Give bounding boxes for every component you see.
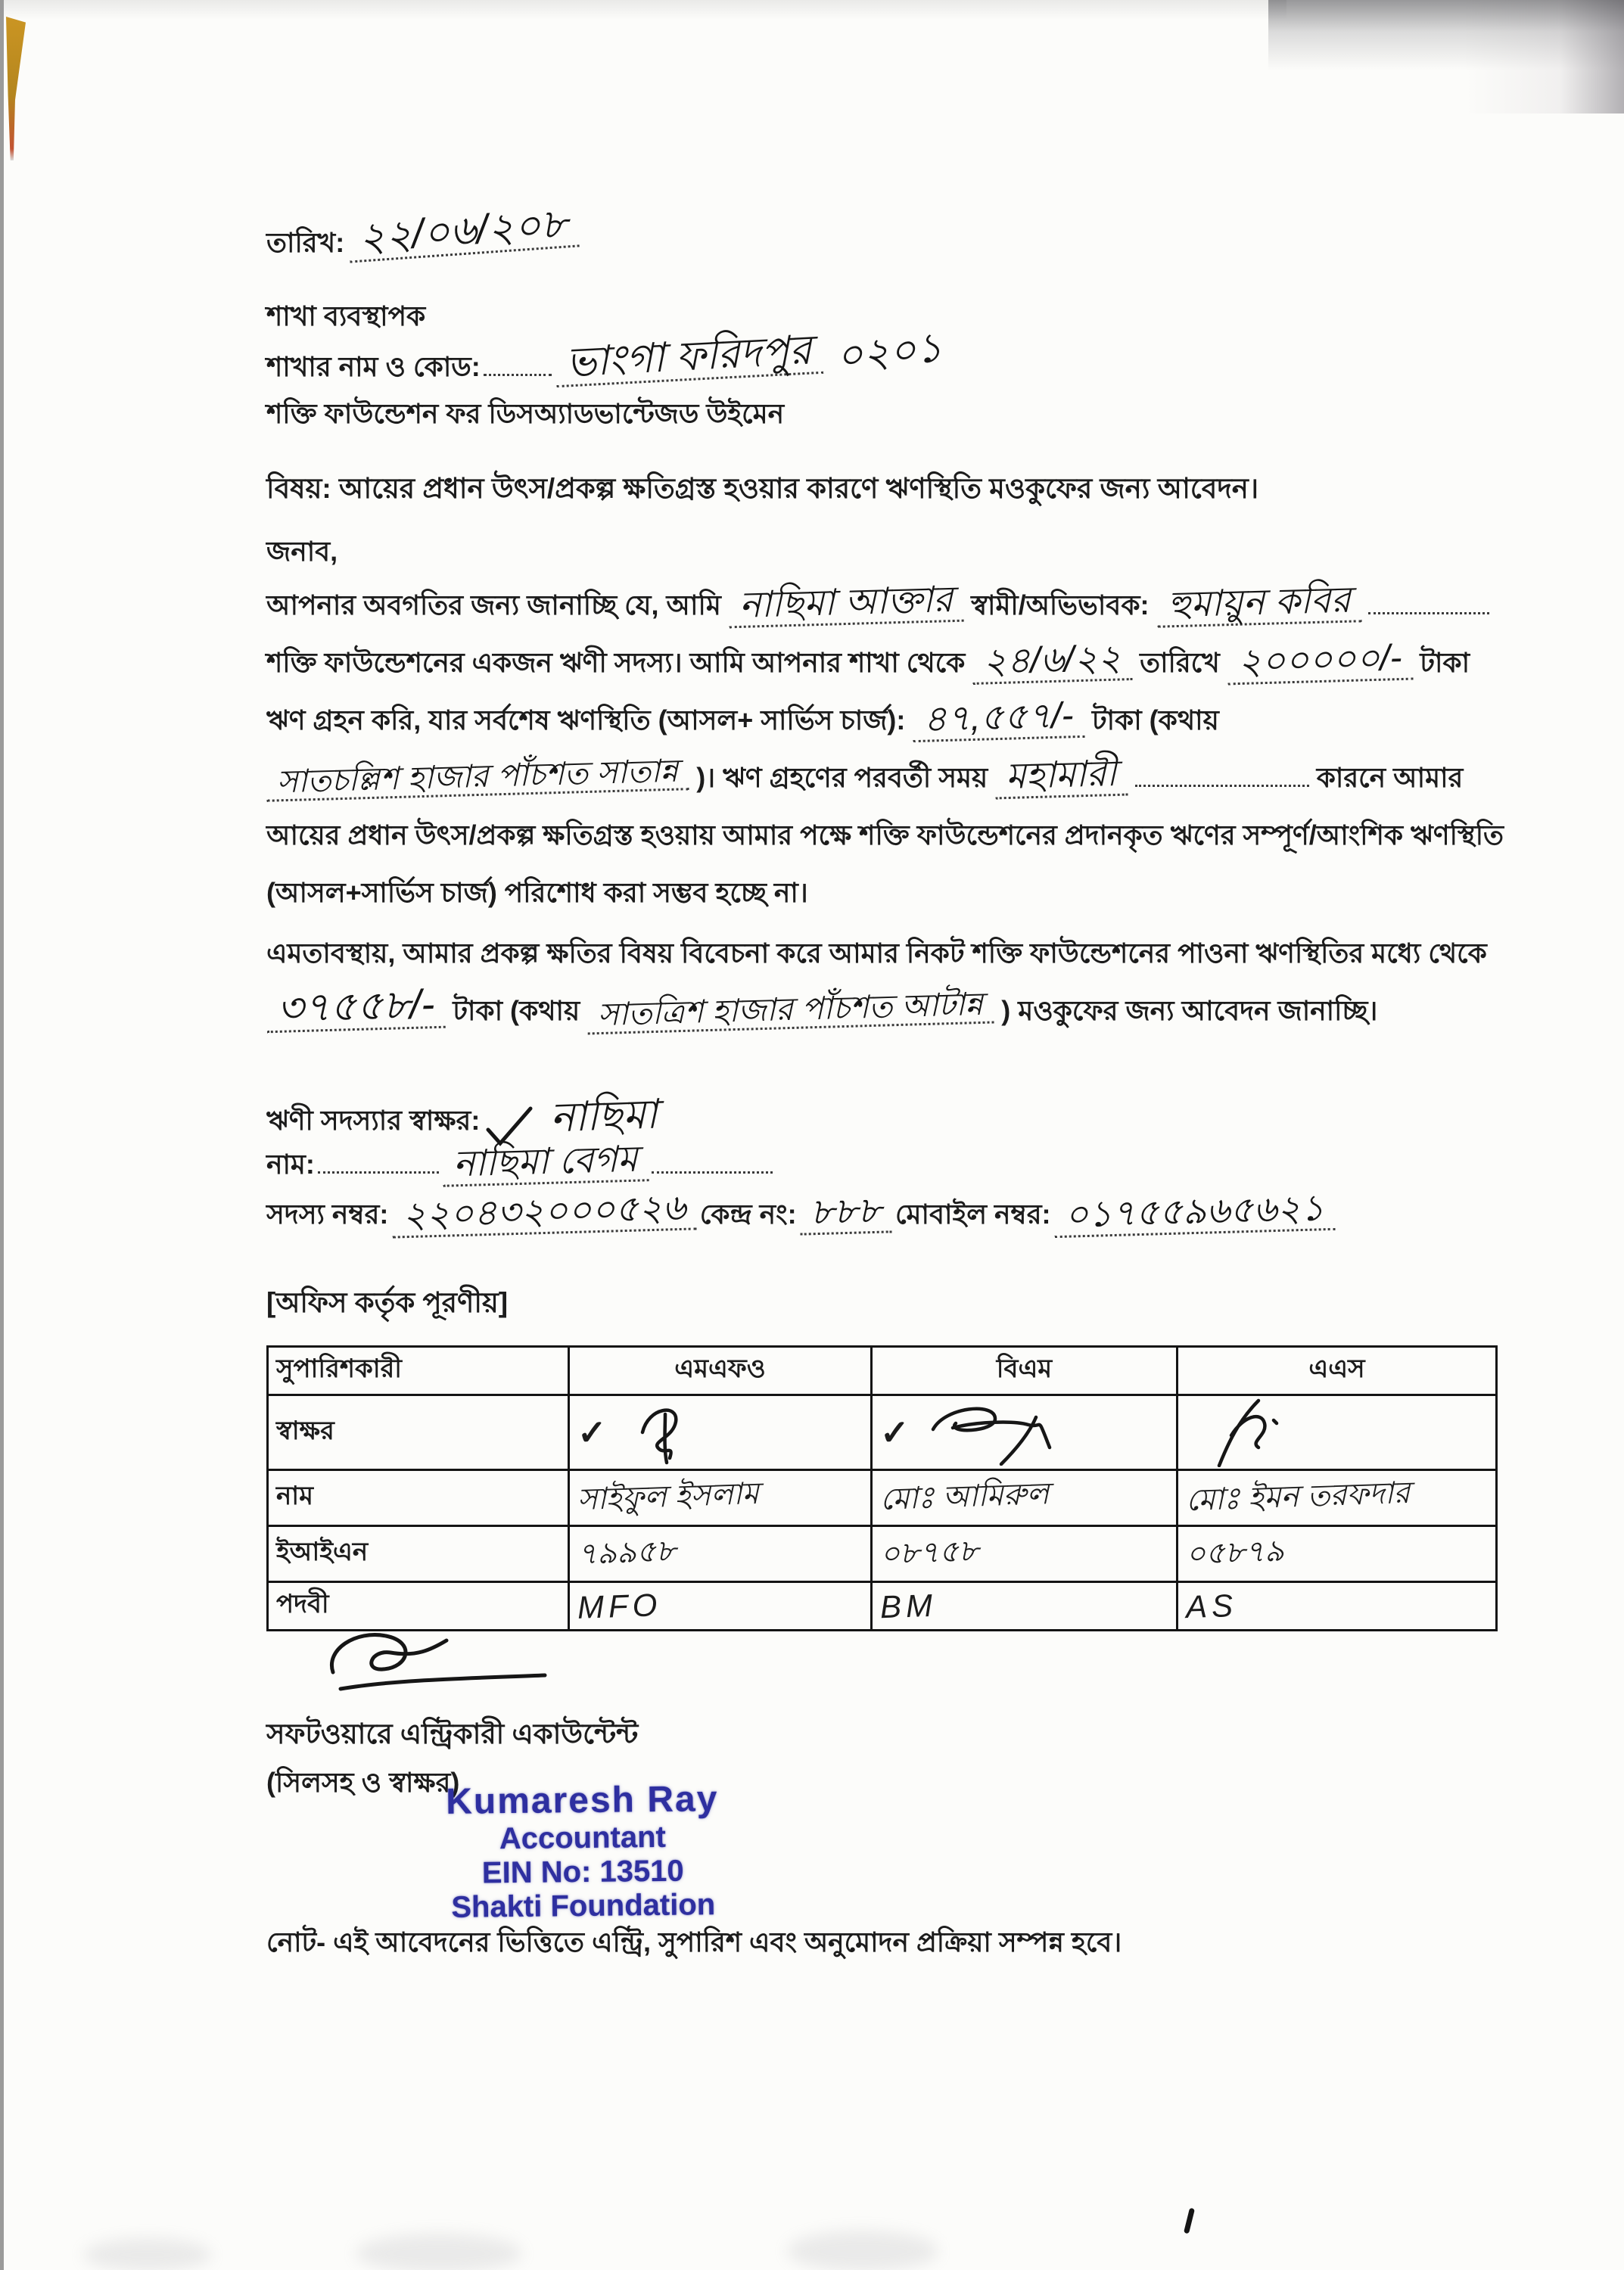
center-number-handwritten: ৮৮৮ <box>799 1193 892 1235</box>
designation-cell-as <box>1178 1582 1497 1631</box>
table-header-recommender: সুপারিশকারী <box>268 1347 569 1395</box>
as-designation-handwritten: AS <box>1185 1587 1238 1625</box>
stamp-org: Shakti Foundation <box>451 1888 716 1924</box>
stamp-ein: EIN No: 13510 <box>481 1854 684 1890</box>
dotted-fill-line <box>1135 759 1309 787</box>
date-label: তারিখ: <box>266 227 345 258</box>
para1-text: )। ঋণ গ্রহণের পরবর্তী সময় <box>696 762 988 793</box>
bm-name-handwritten: মোঃ আমিরুল <box>879 1477 1050 1516</box>
bm-signature-scribble <box>922 1399 1074 1466</box>
table-header-row <box>268 1347 1497 1395</box>
table-header-mfo: এমএফও <box>569 1347 872 1395</box>
signature-cell-mfo <box>569 1395 872 1470</box>
salutation: জনাব, <box>266 536 338 567</box>
branch-label: শাখার নাম ও কোড: <box>266 351 481 382</box>
member-number-line <box>266 1187 1335 1236</box>
name-cell-bm <box>872 1470 1178 1526</box>
member-signature-handwritten: নাছিমা <box>549 1091 658 1141</box>
as-name-handwritten: মোঃ ইমন তরফদার <box>1185 1476 1411 1518</box>
ein-cell-bm <box>872 1526 1178 1582</box>
loan-date-handwritten: ২৪/৬/২২ <box>972 640 1133 685</box>
guardian-name-handwritten: হুমায়ুন কবির <box>1156 582 1361 628</box>
para2-text: ) মওকুফের জন্য আবেদন জানাচ্ছি। <box>1001 995 1378 1026</box>
check-icon: ✓ <box>577 1413 607 1452</box>
body-paragraph-1 <box>266 577 1514 922</box>
accountant-stamp <box>325 1777 841 1926</box>
table-row-ein <box>268 1526 1497 1582</box>
accountant-signature-scribble <box>318 1619 560 1718</box>
subject-line: বিষয়: আয়ের প্রধান উৎস/প্রকল্প ক্ষতিগ্রস্ত হওয়ার কারণে ঋণস্থিতি মওকুফের জন্য আবেদন। <box>266 473 1259 504</box>
accountant-caption-line1: সফটওয়ারে এন্ট্রিকারী একাউন্টেন্ট <box>266 1718 639 1749</box>
check-icon: ✓ <box>880 1413 910 1452</box>
mfo-signature-scribble <box>620 1399 711 1466</box>
ein-cell-as <box>1178 1526 1497 1582</box>
as-signature-scribble <box>1186 1398 1314 1467</box>
balance-amount-handwritten: ৪৭,৫৫৭/- <box>913 698 1085 742</box>
row-label-name: নাম <box>268 1470 569 1526</box>
dotted-fill-line <box>1368 586 1489 614</box>
branch-code-handwritten: ০২০১ <box>834 325 944 380</box>
ein-cell-mfo <box>569 1526 872 1582</box>
scan-corner-sliver <box>6 17 26 160</box>
member-name-written: নাছিমা বেগম <box>442 1141 649 1187</box>
date-handwritten: ২২/০৬/২০৮ <box>347 202 579 263</box>
mfo-name-handwritten: সাইফুল ইসলাম <box>577 1476 760 1517</box>
member-name-handwritten: নাছিমা আক্তার <box>728 582 964 629</box>
bm-designation-handwritten: BM <box>879 1587 938 1625</box>
org-name-line: শক্তি ফাউন্ডেশন ফর ডিসঅ্যাডভান্টেজড উইমেন <box>266 398 785 429</box>
member-number-handwritten: ২২০৪৩২০০০৫২৬ <box>391 1189 697 1238</box>
office-approval-table <box>266 1345 1498 1631</box>
para2-text: টাকা (কথায় <box>453 995 580 1026</box>
signature-cell-as <box>1178 1395 1497 1470</box>
row-label-designation: পদবী <box>268 1582 569 1631</box>
para1-text: স্বামী/অভিভাবক: <box>971 589 1150 620</box>
recipient-title: শাখা ব্যবস্থাপক <box>266 300 426 331</box>
table-row-name <box>268 1470 1497 1526</box>
waiver-amount-handwritten: ৩৭৫৫৮/- <box>266 984 446 1034</box>
scan-ink-speck <box>1184 2208 1195 2234</box>
scan-blotch <box>83 2238 212 2270</box>
mobile-number-label: মোবাইল নম্বর: <box>894 1199 1051 1230</box>
member-name-line <box>266 1139 773 1185</box>
stamp-name: Kumaresh Ray <box>445 1779 719 1822</box>
row-label-ein: ইআইএন <box>268 1526 569 1582</box>
as-ein-handwritten: ০৫৮৭৯ <box>1185 1534 1285 1572</box>
office-section-title: [অফিস কর্তৃক পূরণীয়] <box>266 1287 509 1318</box>
para1-text: কারনে আমার আয়ের প্রধান উৎস/প্রকল্প ক্ষতিগ্রস্ত হওয়ায় আমার পক্ষে শক্তি ফাউন্ডেশনের প্রদানকৃত ঋণের সম্পূর্ণ/আংশিক ঋণস্থিতি (আসল+সার্ভিস চার্জ) পরিশোধ করা সম্ভব হচ্ছে না। <box>266 762 1504 908</box>
para1-text: টাকা ঋণ গ্রহন করি, যার সর্বশেষ ঋণস্থিতি (আসল+ সার্ভিস চার্জ): <box>266 647 1470 735</box>
body-paragraph-2 <box>266 925 1514 1040</box>
table-header-bm: বিএম <box>872 1347 1178 1395</box>
accountant-caption-line2: (সিলসহ ও স্বাক্ষর) <box>266 1767 460 1798</box>
waiver-words-handwritten: সাতত্রিশ হাজার পাঁচশত আটান্ন <box>587 988 994 1035</box>
mobile-number-handwritten: ০১৭৫৫৯৬৫৬২১ <box>1053 1190 1335 1238</box>
para1-text: শক্তি ফাউন্ডেশনের একজন ঋণী সদস্য। আমি আপনার শাখা থেকে <box>266 647 966 678</box>
footer-note: নোট- এই আবেদনের ভিত্তিতে এন্ট্রি, সুপারিশ এবং অনুমোদন প্রক্রিয়া সম্পন্ন হবে। <box>266 1926 1122 1957</box>
dotted-fill-line <box>484 348 552 376</box>
dotted-fill-line <box>318 1146 439 1174</box>
scan-shadow-top <box>0 0 1286 20</box>
branch-line <box>266 325 953 387</box>
member-signature-label: ঋণী সদস্যার স্বাক্ষর: <box>266 1105 481 1136</box>
para1-text: টাকা (কথায় <box>1091 704 1219 735</box>
date-line <box>266 201 577 263</box>
balance-words-handwritten: সাতচল্লিশ হাজার পাঁচশত সাতান্ন <box>266 754 689 802</box>
name-cell-mfo <box>569 1470 872 1526</box>
signature-cell-bm <box>872 1395 1178 1470</box>
bm-ein-handwritten: ০৮৭৫৮ <box>879 1534 979 1572</box>
loan-amount-handwritten: ২০০০০০/- <box>1227 640 1413 686</box>
row-label-signature: স্বাক্ষর <box>268 1395 569 1470</box>
center-number-label: কেন্দ্র নং: <box>699 1199 797 1230</box>
para1-text: তারিখে <box>1140 647 1220 678</box>
branch-name-handwritten: ভাংগা ফরিদপুর <box>554 329 823 387</box>
scan-blotch <box>356 2234 522 2270</box>
mfo-designation-handwritten: MFO <box>577 1586 663 1625</box>
para2-text: এমতাবস্থায়, আমার প্রকল্প ক্ষতির বিষয় বিবেচনা করে আমার নিকট শক্তি ফাউন্ডেশনের পাওনা ঋণস্থিতির মধ্যে থেকে <box>266 938 1487 969</box>
scan-blotch <box>787 2231 938 2270</box>
member-number-label: সদস্য নম্বর: <box>266 1199 389 1230</box>
para1-text: আপনার অবগতির জন্য জানাচ্ছি যে, আমি <box>266 589 721 620</box>
name-cell-as <box>1178 1470 1497 1526</box>
mfo-ein-handwritten: ৭৯৯৫৮ <box>577 1534 677 1572</box>
designation-cell-mfo <box>569 1582 872 1631</box>
scan-shadow-top-right <box>1268 0 1624 114</box>
table-header-as: এএস <box>1178 1347 1497 1395</box>
scan-edge-shadow-left <box>0 0 4 2270</box>
designation-cell-bm <box>872 1582 1178 1631</box>
reason-handwritten: মহামারী <box>994 756 1128 800</box>
table-row-signature <box>268 1395 1497 1470</box>
stamp-title: Accountant <box>499 1820 667 1856</box>
dotted-fill-line <box>652 1146 773 1174</box>
member-name-label: নাম: <box>266 1149 315 1180</box>
